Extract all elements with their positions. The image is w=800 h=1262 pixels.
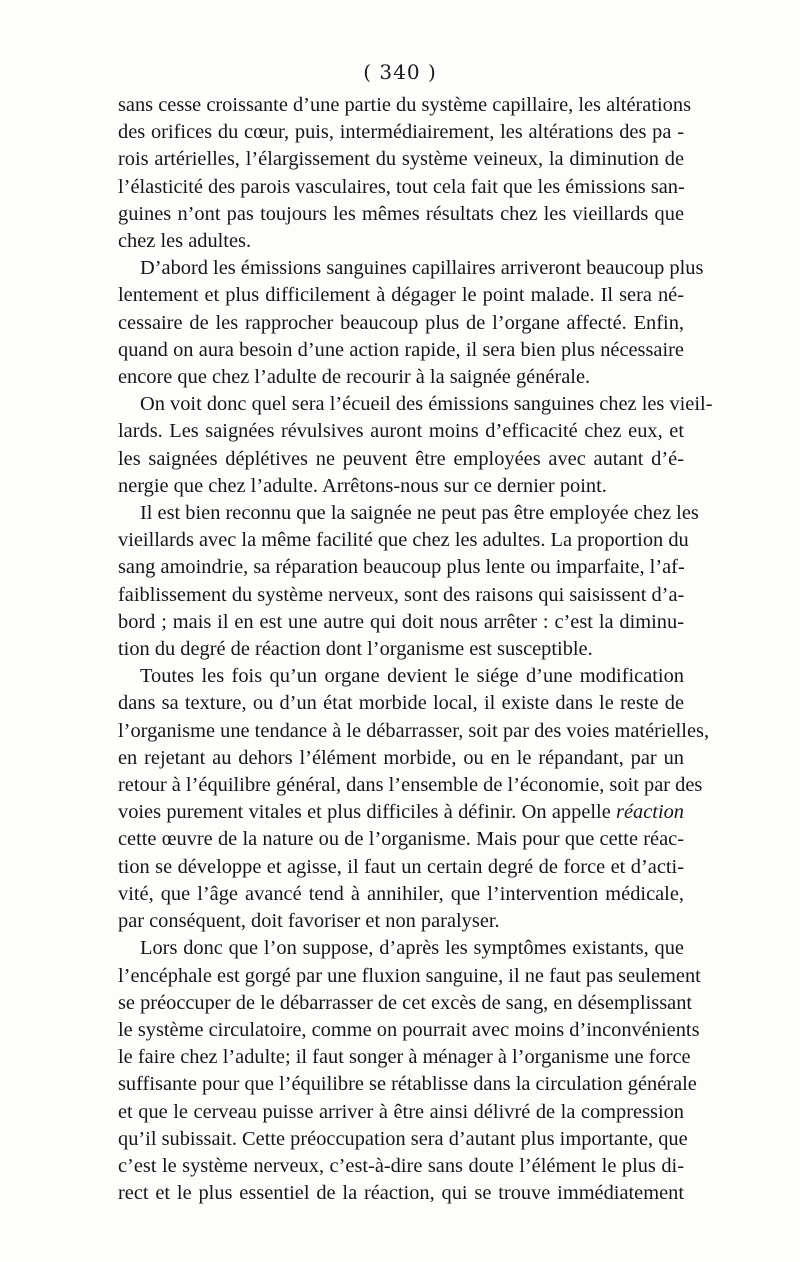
paragraph-5: [118, 663, 710, 935]
text-line: Lors donc que l’on suppose, d’après les symptômes existants, que: [140, 937, 684, 960]
text-line: l’organisme une tendance à le débarrasser, soit par des voies matérielles,: [118, 719, 710, 742]
text-line: Il est bien reconnu que la saignée ne peut pas être employée chez les: [140, 502, 699, 525]
text-line: le faire chez l’adulte; il faut songer à ménager à l’organisme une force: [118, 1046, 691, 1069]
text-line: c’est le système nerveux, c’est-à-dire sans doute l’élément le plus di-: [118, 1154, 684, 1177]
text-line: cette œuvre de la nature ou de l’organisme. Mais pour que cette réac-: [118, 828, 684, 851]
text-line: cessaire de les rapprocher beaucoup plus de l’organe affecté. Enfin,: [118, 311, 684, 334]
paragraph-3: [118, 391, 713, 500]
text-line: et que le cerveau puisse arriver à être ainsi délivré de la compression: [118, 1100, 684, 1123]
text-line: rois artérielles, l’élargissement du système veineux, la diminution de: [118, 148, 684, 171]
text-line: lards. Les saignées révulsives auront moins d’efficacité chez eux, et: [118, 420, 684, 443]
text-line: le système circulatoire, comme on pourrait avec moins d’inconvénients: [118, 1018, 700, 1041]
paragraph-4: [118, 500, 699, 663]
text-line: sang amoindrie, sa réparation beaucoup plus lente ou imparfaite, l’af-: [118, 556, 685, 579]
text-line: On voit donc quel sera l’écueil des émissions sanguines chez les vieil-: [140, 393, 713, 416]
text-line: se préoccuper de le débarrasser de cet excès de sang, en désemplissant: [118, 991, 693, 1014]
text-line: l’élasticité des parois vasculaires, tout cela fait que les émissions san-: [118, 175, 685, 198]
text-line: encore que chez l’adulte de recourir à la saignée générale.: [118, 366, 591, 389]
text-line: Toutes les fois qu’un organe devient le siége d’une modification: [140, 665, 684, 688]
text-line: sans cesse croissante d’une partie du système capillaire, les altérations: [118, 94, 691, 116]
text-line: les saignées déplétives ne peuvent être employées avec autant d’é-: [118, 447, 684, 470]
text-line: vieillards avec la même facilité que chez les adultes. La proportion du: [118, 529, 689, 552]
text-line: suffisante pour que l’équilibre se rétablisse dans la circulation générale: [118, 1073, 697, 1096]
text-line: chez les adultes.: [118, 230, 252, 253]
paragraph-6: [118, 935, 701, 1207]
body-text: [118, 92, 713, 1207]
text-line: qu’il subissait. Cette préoccupation sera d’autant plus importante, que: [118, 1127, 688, 1150]
text-line-with-emphasis: voies purement vitales et plus difficiles à définir. On appelle réaction: [118, 801, 684, 824]
text-line: par conséquent, doit favoriser et non paralyser.: [118, 910, 500, 933]
text-line: en rejetant au dehors l’élément morbide, ou en le répandant, par un: [118, 746, 684, 769]
text-line: retour à l’équilibre général, dans l’ensemble de l’économie, soit par des: [118, 774, 703, 797]
paragraph-2: [118, 255, 704, 391]
text-line: quand on aura besoin d’une action rapide, il sera bien plus nécessaire: [118, 338, 684, 361]
text-line: rect et le plus essentiel de la réaction, qui se trouve immédiatement: [118, 1182, 684, 1205]
text-line: dans sa texture, ou d’un état morbide local, il existe dans le reste de: [118, 692, 684, 715]
text-line: vité, que l’âge avancé tend à annihiler, que l’intervention médicale,: [118, 882, 684, 905]
text-line: des orifices du cœur, puis, intermédiairement, les altérations des pa -: [118, 121, 684, 144]
emphasized-term: réaction: [616, 801, 684, 824]
text-line: tion du degré de réaction dont l’organisme est susceptible.: [118, 638, 593, 661]
text-line: faiblissement du système nerveux, sont des raisons qui saisissent d’a-: [118, 583, 685, 606]
text-line: D’abord les émissions sanguines capillaires arriveront beaucoup plus: [140, 257, 704, 280]
text-line: guines n’ont pas toujours les mêmes résultats chez les vieillards que: [118, 202, 684, 225]
text-line: nergie que chez l’adulte. Arrêtons-nous sur ce dernier point.: [118, 474, 607, 497]
text-line: l’encéphale est gorgé par une fluxion sanguine, il ne faut pas seulement: [118, 964, 701, 987]
text-line: tion se développe et agisse, il faut un certain degré de force et d’acti-: [118, 855, 684, 878]
text-line: bord ; mais il en est une autre qui doit nous arrêter : c’est la diminu-: [118, 610, 684, 633]
text-line: lentement et plus difficilement à dégager le point malade. Il sera né-: [118, 284, 684, 307]
page-number: ( 340 ): [363, 60, 437, 84]
paragraph-1: [118, 92, 691, 255]
